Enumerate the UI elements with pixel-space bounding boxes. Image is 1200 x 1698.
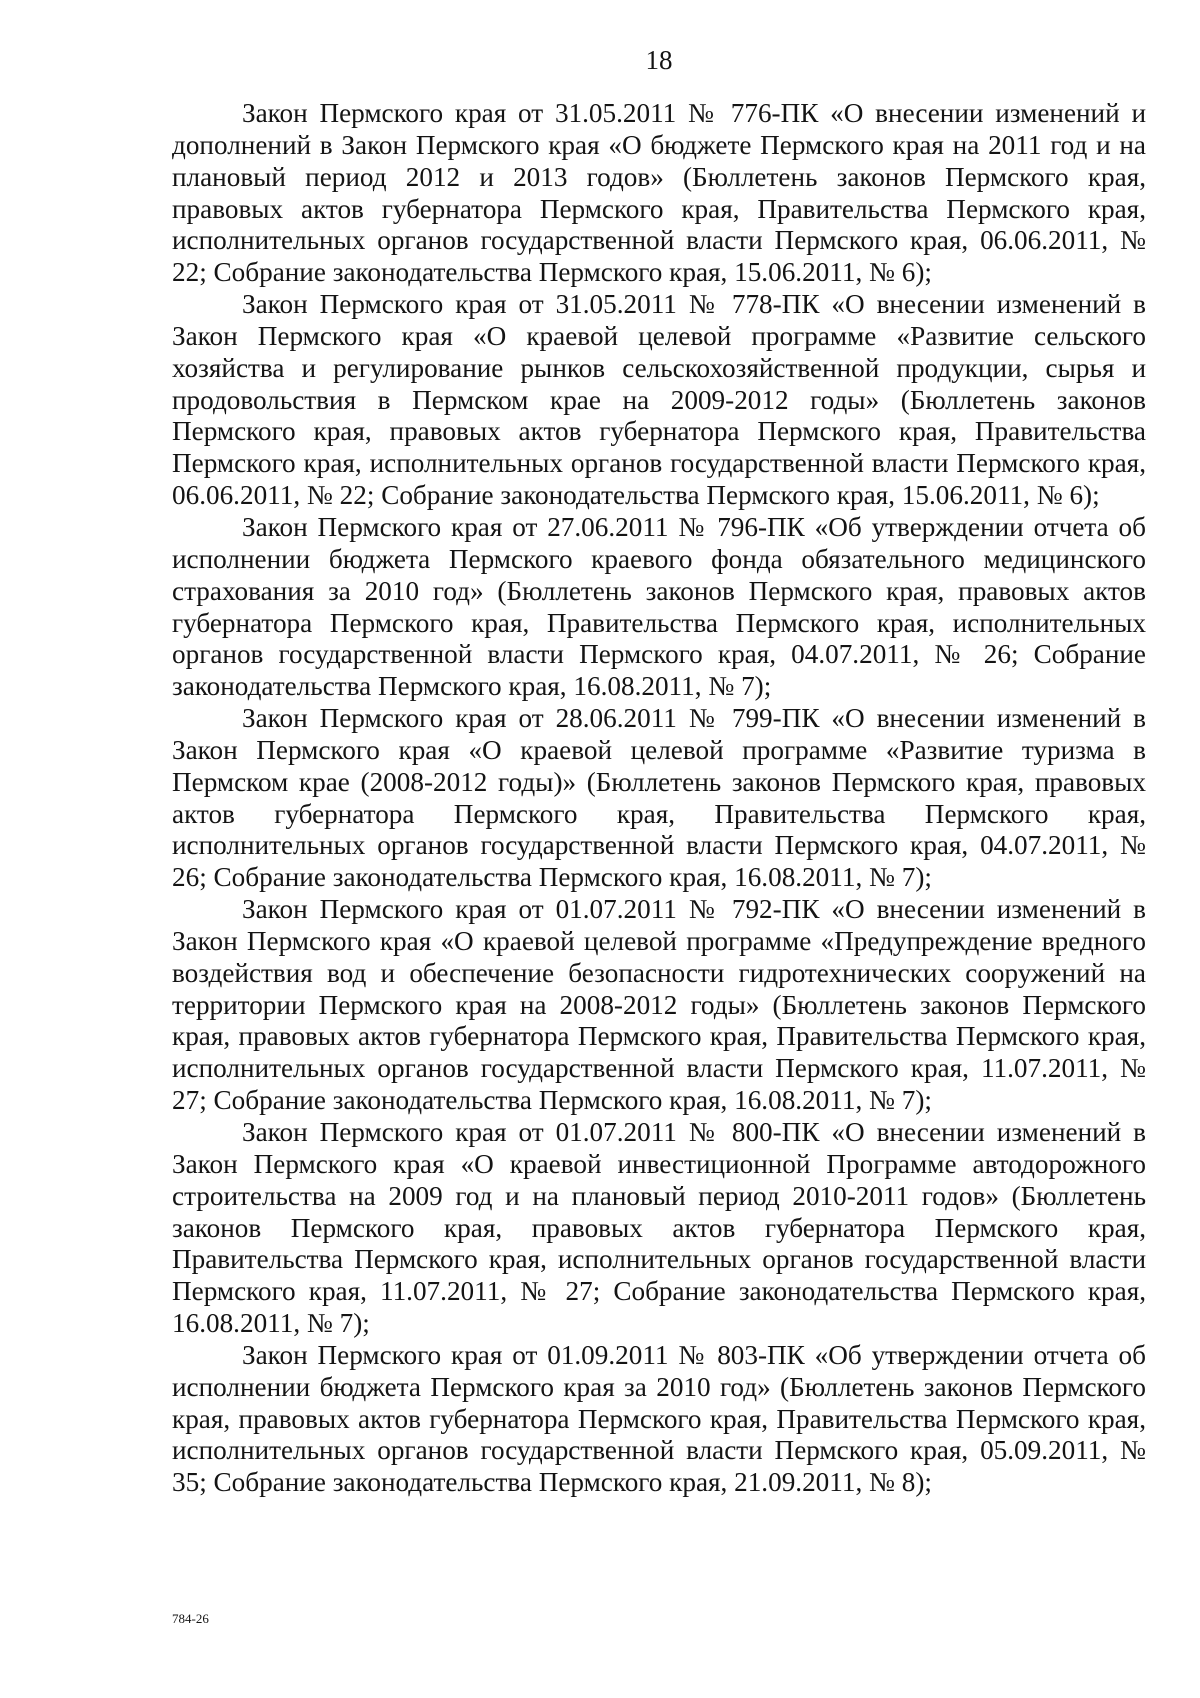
paragraph-law-796: Закон Пермского края от 27.06.2011 № 796-ПК «Об утверждении отчета об исполнении бюджета Пермского краевого фонда обязательного медицинского страхования за 2010 год» (Бюллетень законов Пермского края, правовых актов губернатора Пермского края, Правительства Пермского края, исполнительных органов государственной власти Пермского края, 04.07.2011, № 26; Собрание законодательства Пермского края, 16.08.2011, № 7); (172, 511, 1146, 702)
page-number: 18 (645, 45, 673, 75)
paragraph-law-800: Закон Пермского края от 01.07.2011 № 800-ПК «О внесении изменений в Закон Пермского края «О краевой инвестиционной Программе автодорожного строительства на 2009 год и на плановый период 2010-2011 годов» (Бюллетень законов Пермского края, правовых актов губернатора Пермского края, Правительства Пермского края, исполнительных органов государственной власти Пермского края, 11.07.2011, № 27; Собрание законодательства Пермского края, 16.08.2011, № 7); (172, 1117, 1146, 1339)
paragraph-law-778: Закон Пермского края от 31.05.2011 № 778-ПК «О внесении изменений в Закон Пермского края «О краевой целевой программе «Развитие сельского хозяйства и регулирование рынков сельскохозяйственной продукции, сырья и продовольствия в Пермском крае на 2009-2012 годы» (Бюллетень законов Пермского края, правовых актов губернатора Пермского края, Правительства Пермского края, исполнительных органов государственной власти Пермского края, 06.06.2011, № 22; Собрание законодательства Пермского края, 15.06.2011, № 6); (172, 289, 1146, 511)
paragraph-law-776: Закон Пермского края от 31.05.2011 № 776-ПК «О внесении изменений и дополнений в Закон Пермского края «О бюджете Пермского края на 2011 год и на плановый период 2012 и 2013 годов» (Бюллетень законов Пермского края, правовых актов губернатора Пермского края, Правительства Пермского края, исполнительных органов государственной власти Пермского края, 06.06.2011, № 22; Собрание законодательства Пермского края, 15.06.2011, № 6); (172, 98, 1146, 288)
paragraph-law-792: Закон Пермского края от 01.07.2011 № 792-ПК «О внесении изменений в Закон Пермского края «О краевой целевой программе «Предупреждение вредного воздействия вод и обеспечение безопасности гидротехнических сооружений на территории Пермского края на 2008-2012 годы» (Бюллетень законов Пермского края, правовых актов губернатора Пермского края, Правительства Пермского края, исполнительных органов государственной власти Пермского края, 11.07.2011, № 27; Собрание законодательства Пермского края, 16.08.2011, № 7); (172, 894, 1146, 1116)
paragraph-law-799: Закон Пермского края от 28.06.2011 № 799-ПК «О внесении изменений в Закон Пермского края «О краевой целевой программе «Развитие туризма в Пермском крае (2008-2012 годы)» (Бюллетень законов Пермского края, правовых актов губернатора Пермского края, Правительства Пермского края, исполнительных органов государственной власти Пермского края, 04.07.2011, № 26; Собрание законодательства Пермского края, 16.08.2011, № 7); (172, 703, 1146, 893)
document-body (172, 98, 1146, 1499)
paragraph-law-803: Закон Пермского края от 01.09.2011 № 803-ПК «Об утверждении отчета об исполнении бюджета Пермского края за 2010 год» (Бюллетень законов Пермского края, правовых актов губернатора Пермского края, Правительства Пермского края, исполнительных органов государственной власти Пермского края, 05.09.2011, № 35; Собрание законодательства Пермского края, 21.09.2011, № 8); (172, 1339, 1146, 1498)
document-code: 784-26 (172, 1611, 209, 1626)
